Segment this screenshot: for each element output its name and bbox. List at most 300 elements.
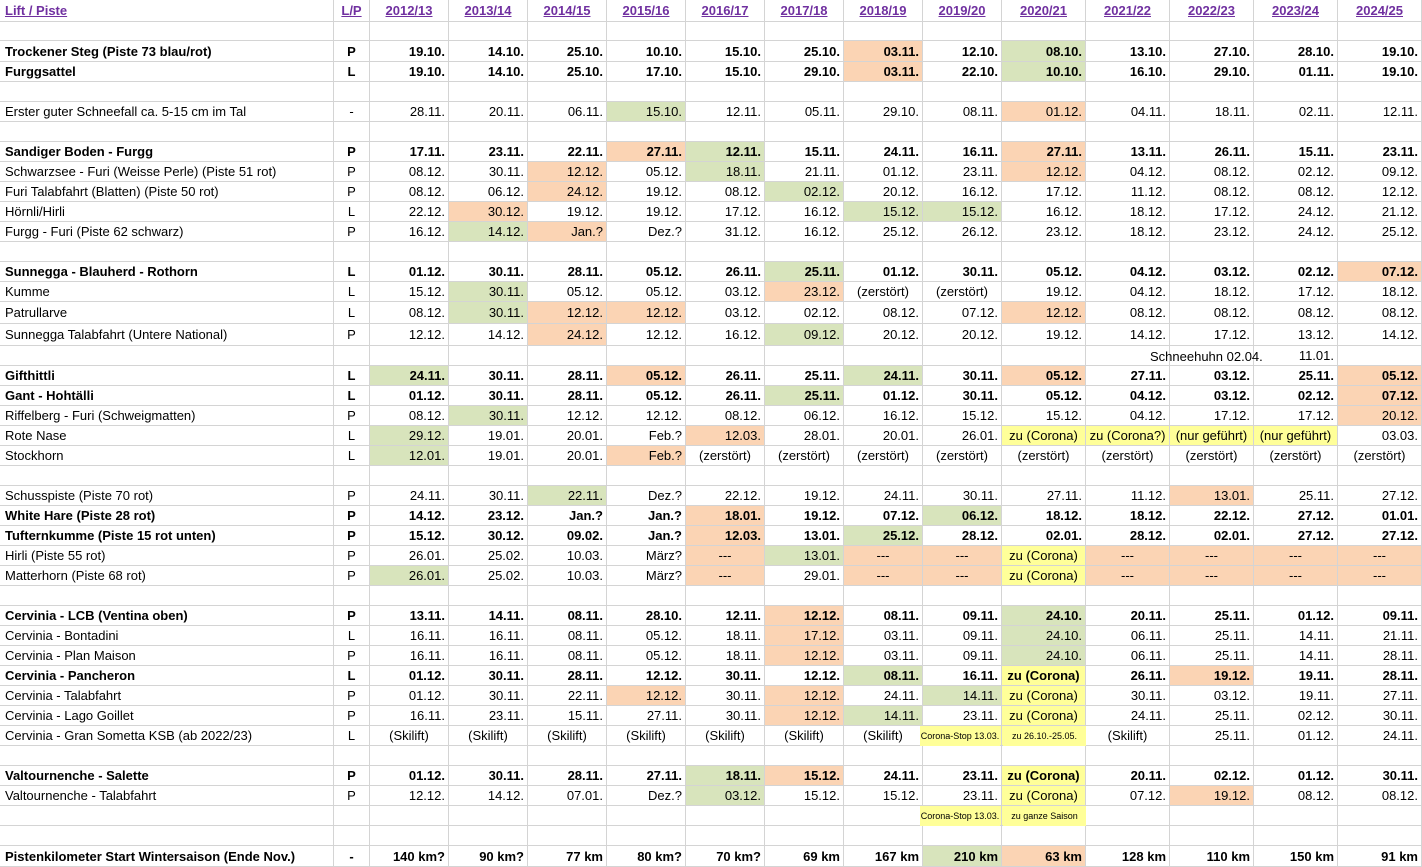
date-cell: (Skilift) bbox=[844, 726, 923, 746]
date-cell: 06.11. bbox=[528, 102, 607, 122]
row-label bbox=[0, 826, 334, 846]
date-cell: 28.11. bbox=[1338, 666, 1422, 686]
date-cell: 24.11. bbox=[844, 486, 923, 506]
date-cell: 28.11. bbox=[528, 766, 607, 786]
date-cell: 17.12. bbox=[1170, 202, 1254, 222]
date-cell: 24.11. bbox=[844, 366, 923, 386]
date-cell: 15.11. bbox=[765, 142, 844, 162]
date-cell: 08.12. bbox=[370, 182, 449, 202]
date-cell: 12.12. bbox=[607, 686, 686, 706]
date-cell: 14.10. bbox=[449, 62, 528, 82]
date-cell: --- bbox=[1254, 566, 1338, 586]
date-cell: 12.12. bbox=[765, 686, 844, 706]
date-cell bbox=[1338, 122, 1422, 142]
date-cell bbox=[1086, 806, 1170, 826]
date-cell: 05.12. bbox=[1002, 366, 1086, 386]
date-cell: 16.11. bbox=[923, 666, 1002, 686]
date-cell: 02.01. bbox=[1002, 526, 1086, 546]
date-cell bbox=[686, 806, 765, 826]
date-cell: 167 km bbox=[844, 846, 923, 867]
date-cell: 12.01. bbox=[370, 446, 449, 466]
date-cell: 04.12. bbox=[1086, 406, 1170, 426]
date-cell bbox=[1086, 82, 1170, 102]
date-cell: 14.12. bbox=[449, 786, 528, 806]
date-cell: 25.12. bbox=[844, 222, 923, 242]
date-cell: 26.01. bbox=[923, 426, 1002, 446]
date-cell: 09.11. bbox=[923, 606, 1002, 626]
date-cell: 27.11. bbox=[1338, 686, 1422, 706]
row-type: P bbox=[334, 41, 370, 62]
date-cell: 20.01. bbox=[844, 426, 923, 446]
date-cell: (Skilift) bbox=[607, 726, 686, 746]
row-type: L bbox=[334, 262, 370, 282]
date-cell bbox=[1086, 826, 1170, 846]
date-cell: 09.11. bbox=[1338, 606, 1422, 626]
date-cell: 28.12. bbox=[1086, 526, 1170, 546]
date-cell: 09.02. bbox=[528, 526, 607, 546]
date-cell: 28.12. bbox=[923, 526, 1002, 546]
date-cell bbox=[1002, 346, 1086, 366]
date-cell: 28.01. bbox=[765, 426, 844, 446]
date-cell: 08.12. bbox=[1338, 302, 1422, 324]
date-cell: 30.11. bbox=[686, 666, 765, 686]
date-cell: (Skilift) bbox=[1086, 726, 1170, 746]
date-cell: 15.10. bbox=[607, 102, 686, 122]
date-cell bbox=[1254, 826, 1338, 846]
date-cell: zu (Corona) bbox=[1002, 566, 1086, 586]
date-cell: 24.10. bbox=[1002, 626, 1086, 646]
date-cell: 24.11. bbox=[1338, 726, 1422, 746]
date-cell: 19.12. bbox=[1002, 324, 1086, 346]
date-cell: (zerstört) bbox=[765, 446, 844, 466]
date-cell: zu (Corona) bbox=[1002, 546, 1086, 566]
date-cell bbox=[686, 122, 765, 142]
date-cell: 20.12. bbox=[923, 324, 1002, 346]
date-cell: 16.11. bbox=[370, 706, 449, 726]
date-cell: 01.12. bbox=[370, 262, 449, 282]
date-cell: 06.12. bbox=[449, 182, 528, 202]
date-cell bbox=[923, 22, 1002, 41]
header-season: 2020/21 bbox=[1002, 0, 1086, 22]
date-cell: 20.12. bbox=[844, 324, 923, 346]
date-cell: 25.11. bbox=[1254, 486, 1338, 506]
date-cell: 19.12. bbox=[607, 182, 686, 202]
row-label: Sunnegga Talabfahrt (Untere National) bbox=[0, 324, 334, 346]
date-cell: 05.12. bbox=[1002, 262, 1086, 282]
row-type: P bbox=[334, 486, 370, 506]
date-cell: 15.12. bbox=[765, 786, 844, 806]
date-cell: 09.12. bbox=[765, 324, 844, 346]
date-cell: 02.12. bbox=[1254, 386, 1338, 406]
date-cell bbox=[765, 22, 844, 41]
date-cell bbox=[528, 586, 607, 606]
date-cell: 08.11. bbox=[528, 646, 607, 666]
row-label: Riffelberg - Furi (Schweigmatten) bbox=[0, 406, 334, 426]
date-cell bbox=[844, 826, 923, 846]
row-label: Valtournenche - Salette bbox=[0, 766, 334, 786]
row-type: L bbox=[334, 366, 370, 386]
date-cell: 140 km? bbox=[370, 846, 449, 867]
date-cell bbox=[686, 586, 765, 606]
date-cell: Feb.? bbox=[607, 426, 686, 446]
row-type: P bbox=[334, 566, 370, 586]
date-cell bbox=[844, 82, 923, 102]
date-cell: 25.12. bbox=[1338, 222, 1422, 242]
date-cell: 70 km? bbox=[686, 846, 765, 867]
date-cell: 27.12. bbox=[1254, 506, 1338, 526]
date-cell: 19.10. bbox=[370, 41, 449, 62]
date-cell: 19.11. bbox=[1254, 686, 1338, 706]
date-cell: 30.12. bbox=[449, 526, 528, 546]
date-cell: 80 km? bbox=[607, 846, 686, 867]
date-cell: 23.11. bbox=[449, 706, 528, 726]
date-cell: 16.11. bbox=[370, 646, 449, 666]
date-cell bbox=[1170, 242, 1254, 262]
row-type: L bbox=[334, 426, 370, 446]
date-cell: 27.11. bbox=[1002, 142, 1086, 162]
date-cell: 07.12. bbox=[1338, 262, 1422, 282]
date-cell: 18.12. bbox=[1002, 506, 1086, 526]
row-type bbox=[334, 82, 370, 102]
row-type bbox=[334, 466, 370, 486]
date-cell: zu (Corona) bbox=[1002, 686, 1086, 706]
date-cell: 19.12. bbox=[1170, 666, 1254, 686]
date-cell: 30.11. bbox=[449, 766, 528, 786]
row-label: Furi Talabfahrt (Blatten) (Piste 50 rot) bbox=[0, 182, 334, 202]
date-cell: 26.11. bbox=[686, 366, 765, 386]
date-cell: 01.12. bbox=[844, 262, 923, 282]
date-cell bbox=[1338, 346, 1422, 366]
date-cell: 13.11. bbox=[1086, 142, 1170, 162]
date-cell: 14.11. bbox=[1254, 626, 1338, 646]
date-cell: 20.11. bbox=[1086, 606, 1170, 626]
row-type bbox=[334, 346, 370, 366]
row-type bbox=[334, 242, 370, 262]
row-label: Rote Nase bbox=[0, 426, 334, 446]
date-cell: 16.12. bbox=[765, 202, 844, 222]
date-cell: 08.11. bbox=[844, 666, 923, 686]
date-cell: (zerstört) bbox=[844, 446, 923, 466]
date-cell: 20.12. bbox=[844, 182, 923, 202]
row-type bbox=[334, 586, 370, 606]
date-cell bbox=[370, 806, 449, 826]
date-cell bbox=[449, 466, 528, 486]
date-cell: 24.11. bbox=[844, 686, 923, 706]
date-cell: 02.12. bbox=[765, 182, 844, 202]
date-cell: 07.12. bbox=[923, 302, 1002, 324]
date-cell bbox=[1086, 746, 1170, 766]
date-cell: 19.12. bbox=[765, 486, 844, 506]
date-cell bbox=[1338, 82, 1422, 102]
date-cell: 05.12. bbox=[607, 646, 686, 666]
date-cell: 04.12. bbox=[1086, 282, 1170, 302]
date-cell: 08.12. bbox=[1254, 302, 1338, 324]
date-cell: 07.12. bbox=[1086, 786, 1170, 806]
header-season: 2013/14 bbox=[449, 0, 528, 22]
date-cell bbox=[1338, 746, 1422, 766]
row-label bbox=[0, 586, 334, 606]
row-label bbox=[0, 466, 334, 486]
date-cell: 16.12. bbox=[765, 222, 844, 242]
date-cell: 19.11. bbox=[1254, 666, 1338, 686]
row-type bbox=[334, 122, 370, 142]
date-cell: 23.12. bbox=[1170, 222, 1254, 242]
date-cell: 12.12. bbox=[528, 162, 607, 182]
date-cell bbox=[765, 122, 844, 142]
date-cell bbox=[1170, 826, 1254, 846]
date-cell bbox=[844, 806, 923, 826]
date-cell: 24.11. bbox=[844, 142, 923, 162]
date-cell: 16.12. bbox=[686, 324, 765, 346]
date-cell: 27.11. bbox=[607, 706, 686, 726]
date-cell bbox=[923, 746, 1002, 766]
date-cell: zu (Corona?) bbox=[1086, 426, 1170, 446]
row-label: Cervinia - Gran Sometta KSB (ab 2022/23) bbox=[0, 726, 334, 746]
date-cell: --- bbox=[844, 546, 923, 566]
date-cell bbox=[686, 826, 765, 846]
row-label: Matterhorn (Piste 68 rot) bbox=[0, 566, 334, 586]
row-type: P bbox=[334, 766, 370, 786]
date-cell: zu (Corona) bbox=[1002, 766, 1086, 786]
date-cell: 04.12. bbox=[1086, 162, 1170, 182]
date-cell: 18.11. bbox=[686, 766, 765, 786]
row-type: L bbox=[334, 726, 370, 746]
date-cell: 12.12. bbox=[607, 324, 686, 346]
date-cell bbox=[686, 466, 765, 486]
row-label: Trockener Steg (Piste 73 blau/rot) bbox=[0, 41, 334, 62]
date-cell: 25.11. bbox=[1170, 606, 1254, 626]
row-label: Schusspiste (Piste 70 rot) bbox=[0, 486, 334, 506]
date-cell: 25.12. bbox=[844, 526, 923, 546]
date-cell: --- bbox=[844, 566, 923, 586]
date-cell: 22.11. bbox=[528, 486, 607, 506]
date-cell bbox=[1086, 466, 1170, 486]
date-cell: 09.12. bbox=[1338, 162, 1422, 182]
date-cell: 17.10. bbox=[607, 62, 686, 82]
date-cell: 18.11. bbox=[1170, 102, 1254, 122]
date-cell: 128 km bbox=[1086, 846, 1170, 867]
date-cell bbox=[1002, 242, 1086, 262]
date-cell: 30.11. bbox=[449, 262, 528, 282]
row-type bbox=[334, 746, 370, 766]
date-cell: 25.11. bbox=[1170, 726, 1254, 746]
date-cell bbox=[1170, 466, 1254, 486]
date-cell: 02.12. bbox=[1254, 162, 1338, 182]
date-cell: 13.12. bbox=[1254, 324, 1338, 346]
date-cell bbox=[1002, 746, 1086, 766]
date-cell: 22.11. bbox=[528, 686, 607, 706]
row-label bbox=[0, 242, 334, 262]
row-label: Sunnegga - Blauherd - Rothorn bbox=[0, 262, 334, 282]
date-cell: 01.12. bbox=[370, 686, 449, 706]
date-cell: (zerstört) bbox=[1338, 446, 1422, 466]
date-cell bbox=[923, 242, 1002, 262]
date-cell: 19.12. bbox=[1170, 786, 1254, 806]
date-cell: zu (Corona) bbox=[1002, 426, 1086, 446]
date-cell: 27.10. bbox=[1170, 41, 1254, 62]
date-cell: 25.11. bbox=[765, 262, 844, 282]
date-cell bbox=[1170, 82, 1254, 102]
date-cell: 08.12. bbox=[1170, 182, 1254, 202]
row-label: Cervinia - Bontadini bbox=[0, 626, 334, 646]
date-cell: 22.10. bbox=[923, 62, 1002, 82]
date-cell bbox=[765, 826, 844, 846]
date-cell bbox=[1254, 586, 1338, 606]
date-cell bbox=[1002, 466, 1086, 486]
date-cell: --- bbox=[923, 546, 1002, 566]
date-cell bbox=[1254, 242, 1338, 262]
date-cell bbox=[449, 22, 528, 41]
date-cell: 10.03. bbox=[528, 566, 607, 586]
date-cell: (zerstört) bbox=[1170, 446, 1254, 466]
date-cell: 23.11. bbox=[923, 786, 1002, 806]
date-cell bbox=[1170, 122, 1254, 142]
note-corona-stop-1: Corona-Stop 13.03. bbox=[920, 726, 1000, 746]
date-cell bbox=[1254, 806, 1338, 826]
date-cell: 02.11. bbox=[1254, 102, 1338, 122]
note-schneehuhn: Schneehuhn 02.04. bbox=[1150, 348, 1263, 364]
row-label: Sandiger Boden - Furgg bbox=[0, 142, 334, 162]
date-cell: 19.01. bbox=[449, 426, 528, 446]
date-cell: 12.03. bbox=[686, 426, 765, 446]
date-cell bbox=[923, 826, 1002, 846]
row-label: Patrullarve bbox=[0, 302, 334, 324]
date-cell bbox=[923, 82, 1002, 102]
date-cell: 18.12. bbox=[1086, 222, 1170, 242]
date-cell: 91 km bbox=[1338, 846, 1422, 867]
date-cell: 05.12. bbox=[607, 366, 686, 386]
row-type: P bbox=[334, 406, 370, 426]
date-cell: 27.12. bbox=[1338, 526, 1422, 546]
date-cell: 18.12. bbox=[1086, 506, 1170, 526]
row-type bbox=[334, 806, 370, 826]
date-cell: 16.10. bbox=[1086, 62, 1170, 82]
header-season: 2012/13 bbox=[370, 0, 449, 22]
date-cell: 30.11. bbox=[923, 486, 1002, 506]
date-cell bbox=[370, 122, 449, 142]
date-cell: 14.12. bbox=[449, 324, 528, 346]
date-cell: 12.12. bbox=[528, 302, 607, 324]
date-cell bbox=[528, 242, 607, 262]
date-cell: 20.01. bbox=[528, 446, 607, 466]
date-cell: 30.11. bbox=[923, 262, 1002, 282]
date-cell bbox=[607, 826, 686, 846]
date-cell: 01.12. bbox=[370, 766, 449, 786]
row-type: L bbox=[334, 666, 370, 686]
date-cell: 08.12. bbox=[370, 406, 449, 426]
header-season: 2016/17 bbox=[686, 0, 765, 22]
date-cell bbox=[1086, 586, 1170, 606]
date-cell: Dez.? bbox=[607, 786, 686, 806]
date-cell: 16.11. bbox=[449, 626, 528, 646]
date-cell: 23.11. bbox=[923, 706, 1002, 726]
date-cell bbox=[765, 82, 844, 102]
date-cell: 25.11. bbox=[765, 386, 844, 406]
date-cell: 01.12. bbox=[370, 386, 449, 406]
date-cell: 14.11. bbox=[449, 606, 528, 626]
date-cell bbox=[370, 586, 449, 606]
date-cell: 25.11. bbox=[1170, 626, 1254, 646]
date-cell: 08.12. bbox=[844, 302, 923, 324]
date-cell bbox=[765, 242, 844, 262]
date-cell: 18.12. bbox=[1086, 202, 1170, 222]
date-cell: 16.12. bbox=[844, 406, 923, 426]
date-cell bbox=[528, 746, 607, 766]
date-cell: 25.11. bbox=[1170, 706, 1254, 726]
date-cell: --- bbox=[1170, 566, 1254, 586]
date-cell: 23.12. bbox=[449, 506, 528, 526]
date-cell bbox=[607, 346, 686, 366]
date-cell: 21.11. bbox=[765, 162, 844, 182]
date-cell bbox=[528, 82, 607, 102]
date-cell: 27.11. bbox=[607, 142, 686, 162]
date-cell: 17.12. bbox=[1170, 324, 1254, 346]
date-cell bbox=[449, 346, 528, 366]
row-label: Pistenkilometer Start Wintersaison (Ende Nov.) bbox=[0, 846, 334, 867]
date-cell: 03.12. bbox=[1170, 366, 1254, 386]
date-cell bbox=[686, 346, 765, 366]
date-cell: 25.11. bbox=[765, 366, 844, 386]
date-cell: 24.10. bbox=[1002, 606, 1086, 626]
date-cell: 30.11. bbox=[449, 162, 528, 182]
date-cell: 15.12. bbox=[923, 202, 1002, 222]
date-cell: 27.11. bbox=[1002, 486, 1086, 506]
header-season: 2019/20 bbox=[923, 0, 1002, 22]
date-cell bbox=[844, 346, 923, 366]
date-cell: 23.12. bbox=[765, 282, 844, 302]
row-label bbox=[0, 806, 334, 826]
date-cell: 27.12. bbox=[1338, 486, 1422, 506]
row-type: P bbox=[334, 686, 370, 706]
date-cell: 12.11. bbox=[686, 606, 765, 626]
date-cell: Jan.? bbox=[528, 506, 607, 526]
date-cell: --- bbox=[1086, 566, 1170, 586]
date-cell bbox=[686, 242, 765, 262]
date-cell: 02.12. bbox=[1254, 262, 1338, 282]
date-cell: 05.12. bbox=[607, 626, 686, 646]
header-season: 2022/23 bbox=[1170, 0, 1254, 22]
date-cell: 15.12. bbox=[923, 406, 1002, 426]
date-cell: 30.11. bbox=[449, 282, 528, 302]
date-cell: 18.01. bbox=[686, 506, 765, 526]
date-cell: 31.12. bbox=[686, 222, 765, 242]
date-cell: 08.12. bbox=[1254, 182, 1338, 202]
date-cell: 16.12. bbox=[1002, 202, 1086, 222]
date-cell bbox=[607, 22, 686, 41]
date-cell: 18.11. bbox=[686, 162, 765, 182]
date-cell: --- bbox=[1338, 546, 1422, 566]
date-cell: --- bbox=[1086, 546, 1170, 566]
date-cell: 12.12. bbox=[370, 786, 449, 806]
date-cell: 24.12. bbox=[528, 182, 607, 202]
date-cell: 05.11. bbox=[765, 102, 844, 122]
date-cell: 18.11. bbox=[686, 646, 765, 666]
date-cell: 05.12. bbox=[607, 282, 686, 302]
date-cell: (zerstört) bbox=[686, 446, 765, 466]
date-cell: 15.11. bbox=[1254, 142, 1338, 162]
date-cell: 13.01. bbox=[765, 526, 844, 546]
date-cell: 08.12. bbox=[370, 162, 449, 182]
date-cell: 12.11. bbox=[1338, 102, 1422, 122]
date-cell bbox=[528, 806, 607, 826]
date-cell: 28.11. bbox=[528, 386, 607, 406]
date-cell: 16.11. bbox=[370, 626, 449, 646]
date-cell: (zerstört) bbox=[1254, 446, 1338, 466]
date-cell bbox=[844, 466, 923, 486]
date-cell bbox=[449, 806, 528, 826]
date-cell: (Skilift) bbox=[686, 726, 765, 746]
date-cell bbox=[1002, 122, 1086, 142]
